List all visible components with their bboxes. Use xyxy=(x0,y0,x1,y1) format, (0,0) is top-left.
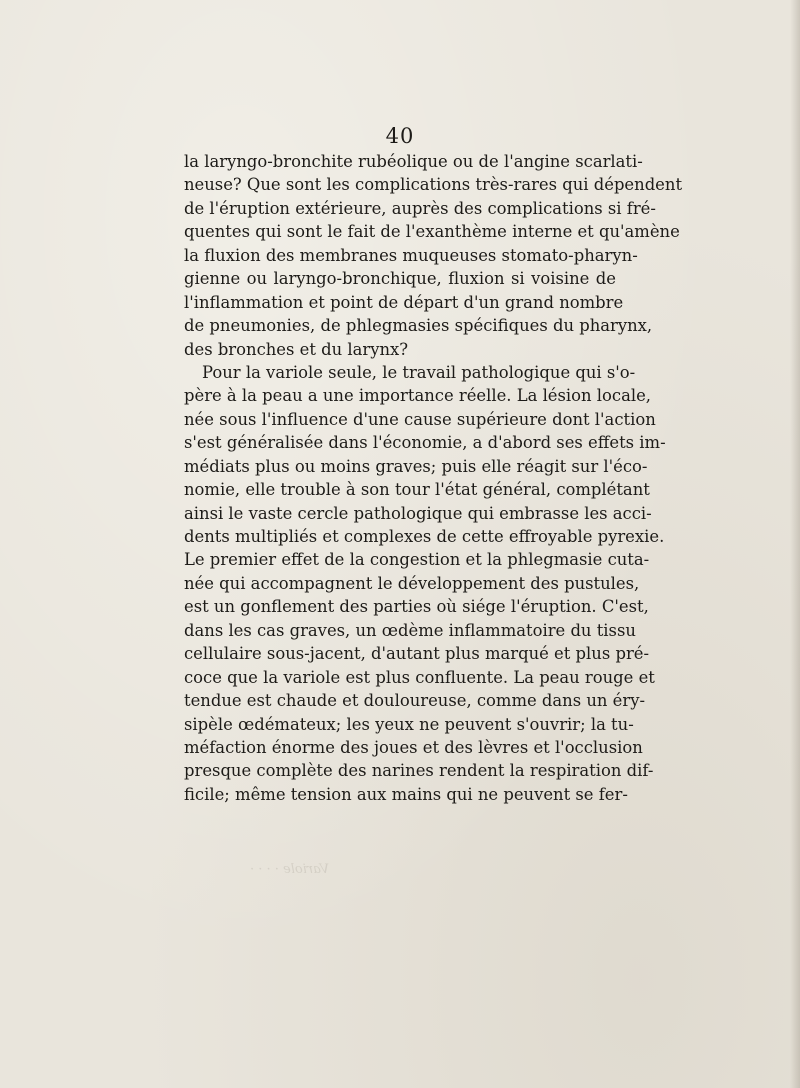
text-line: née qui accompagnent le développement des pustules, xyxy=(184,573,640,593)
text-line: neuse? Que sont les complications très-rares qui dépendent xyxy=(184,175,683,195)
text-line: dans les cas graves, un œdème inflammatoire du tissu xyxy=(184,620,636,640)
text-line: la laryngo-bronchite rubéolique ou de l'angine scarlati- xyxy=(184,152,643,171)
text-line: l'inflammation et point de départ d'un grand nombre xyxy=(184,292,624,312)
text-line: dents multipliés et complexes de cette effroyable pyrexie. xyxy=(184,527,665,546)
text-line: gienne ou laryngo-bronchique, fluxion si voisine de xyxy=(184,269,616,289)
text-line: méfaction énorme des joues et des lèvres et l'occlusion xyxy=(184,737,643,757)
text-line: nomie, elle trouble à son tour l'état général, complétant xyxy=(184,480,650,500)
text-line: sipèle œdémateux; les yeux ne peuvent s'ouvrir; la tu- xyxy=(184,714,634,734)
text-line: ficile; même tension aux mains qui ne peuvent se fer- xyxy=(184,784,628,804)
text-line: née sous l'influence d'une cause supérieure dont l'action xyxy=(184,409,656,429)
body-text xyxy=(184,150,683,806)
bleed-through-text: Variole · · · · xyxy=(250,862,330,877)
text-line: ainsi le vaste cercle pathologique qui embrasse les acci- xyxy=(184,503,652,523)
text-line: s'est généralisée dans l'économie, a d'abord ses effets im- xyxy=(184,433,666,453)
text-line: de l'éruption extérieure, auprès des complications si fré- xyxy=(184,198,656,218)
text-line: des bronches et du larynx? xyxy=(184,339,409,359)
text-line: père à la peau a une importance réelle. La lésion locale, xyxy=(184,386,652,406)
text-line: est un gonflement des parties où siége l'éruption. C'est, xyxy=(184,597,649,617)
page-edge-shadow xyxy=(790,0,800,1088)
text-line: quentes qui sont le fait de l'exanthème interne et qu'amène xyxy=(184,222,680,242)
text-line: Le premier effet de la congestion et la phlegmasie cuta- xyxy=(184,550,650,570)
text-line: coce que la variole est plus confluente. La peau rouge et xyxy=(184,667,655,687)
text-line: cellulaire sous-jacent, d'autant plus marqué et plus pré- xyxy=(184,644,650,664)
page-number: 40 xyxy=(385,124,415,148)
text-line: médiats plus ou moins graves; puis elle réagit sur l'éco- xyxy=(184,456,648,476)
text-line: la fluxion des membranes muqueuses stomato-pharyn- xyxy=(184,245,638,265)
text-line: tendue est chaude et douloureuse, comme dans un éry- xyxy=(184,691,646,711)
text-line: presque complète des narines rendent la respiration dif- xyxy=(184,761,654,781)
text-line: Pour la variole seule, le travail pathologique qui s'o- xyxy=(202,362,636,382)
text-line: de pneumonies, de phlegmasies spécifiques du pharynx, xyxy=(184,316,653,336)
